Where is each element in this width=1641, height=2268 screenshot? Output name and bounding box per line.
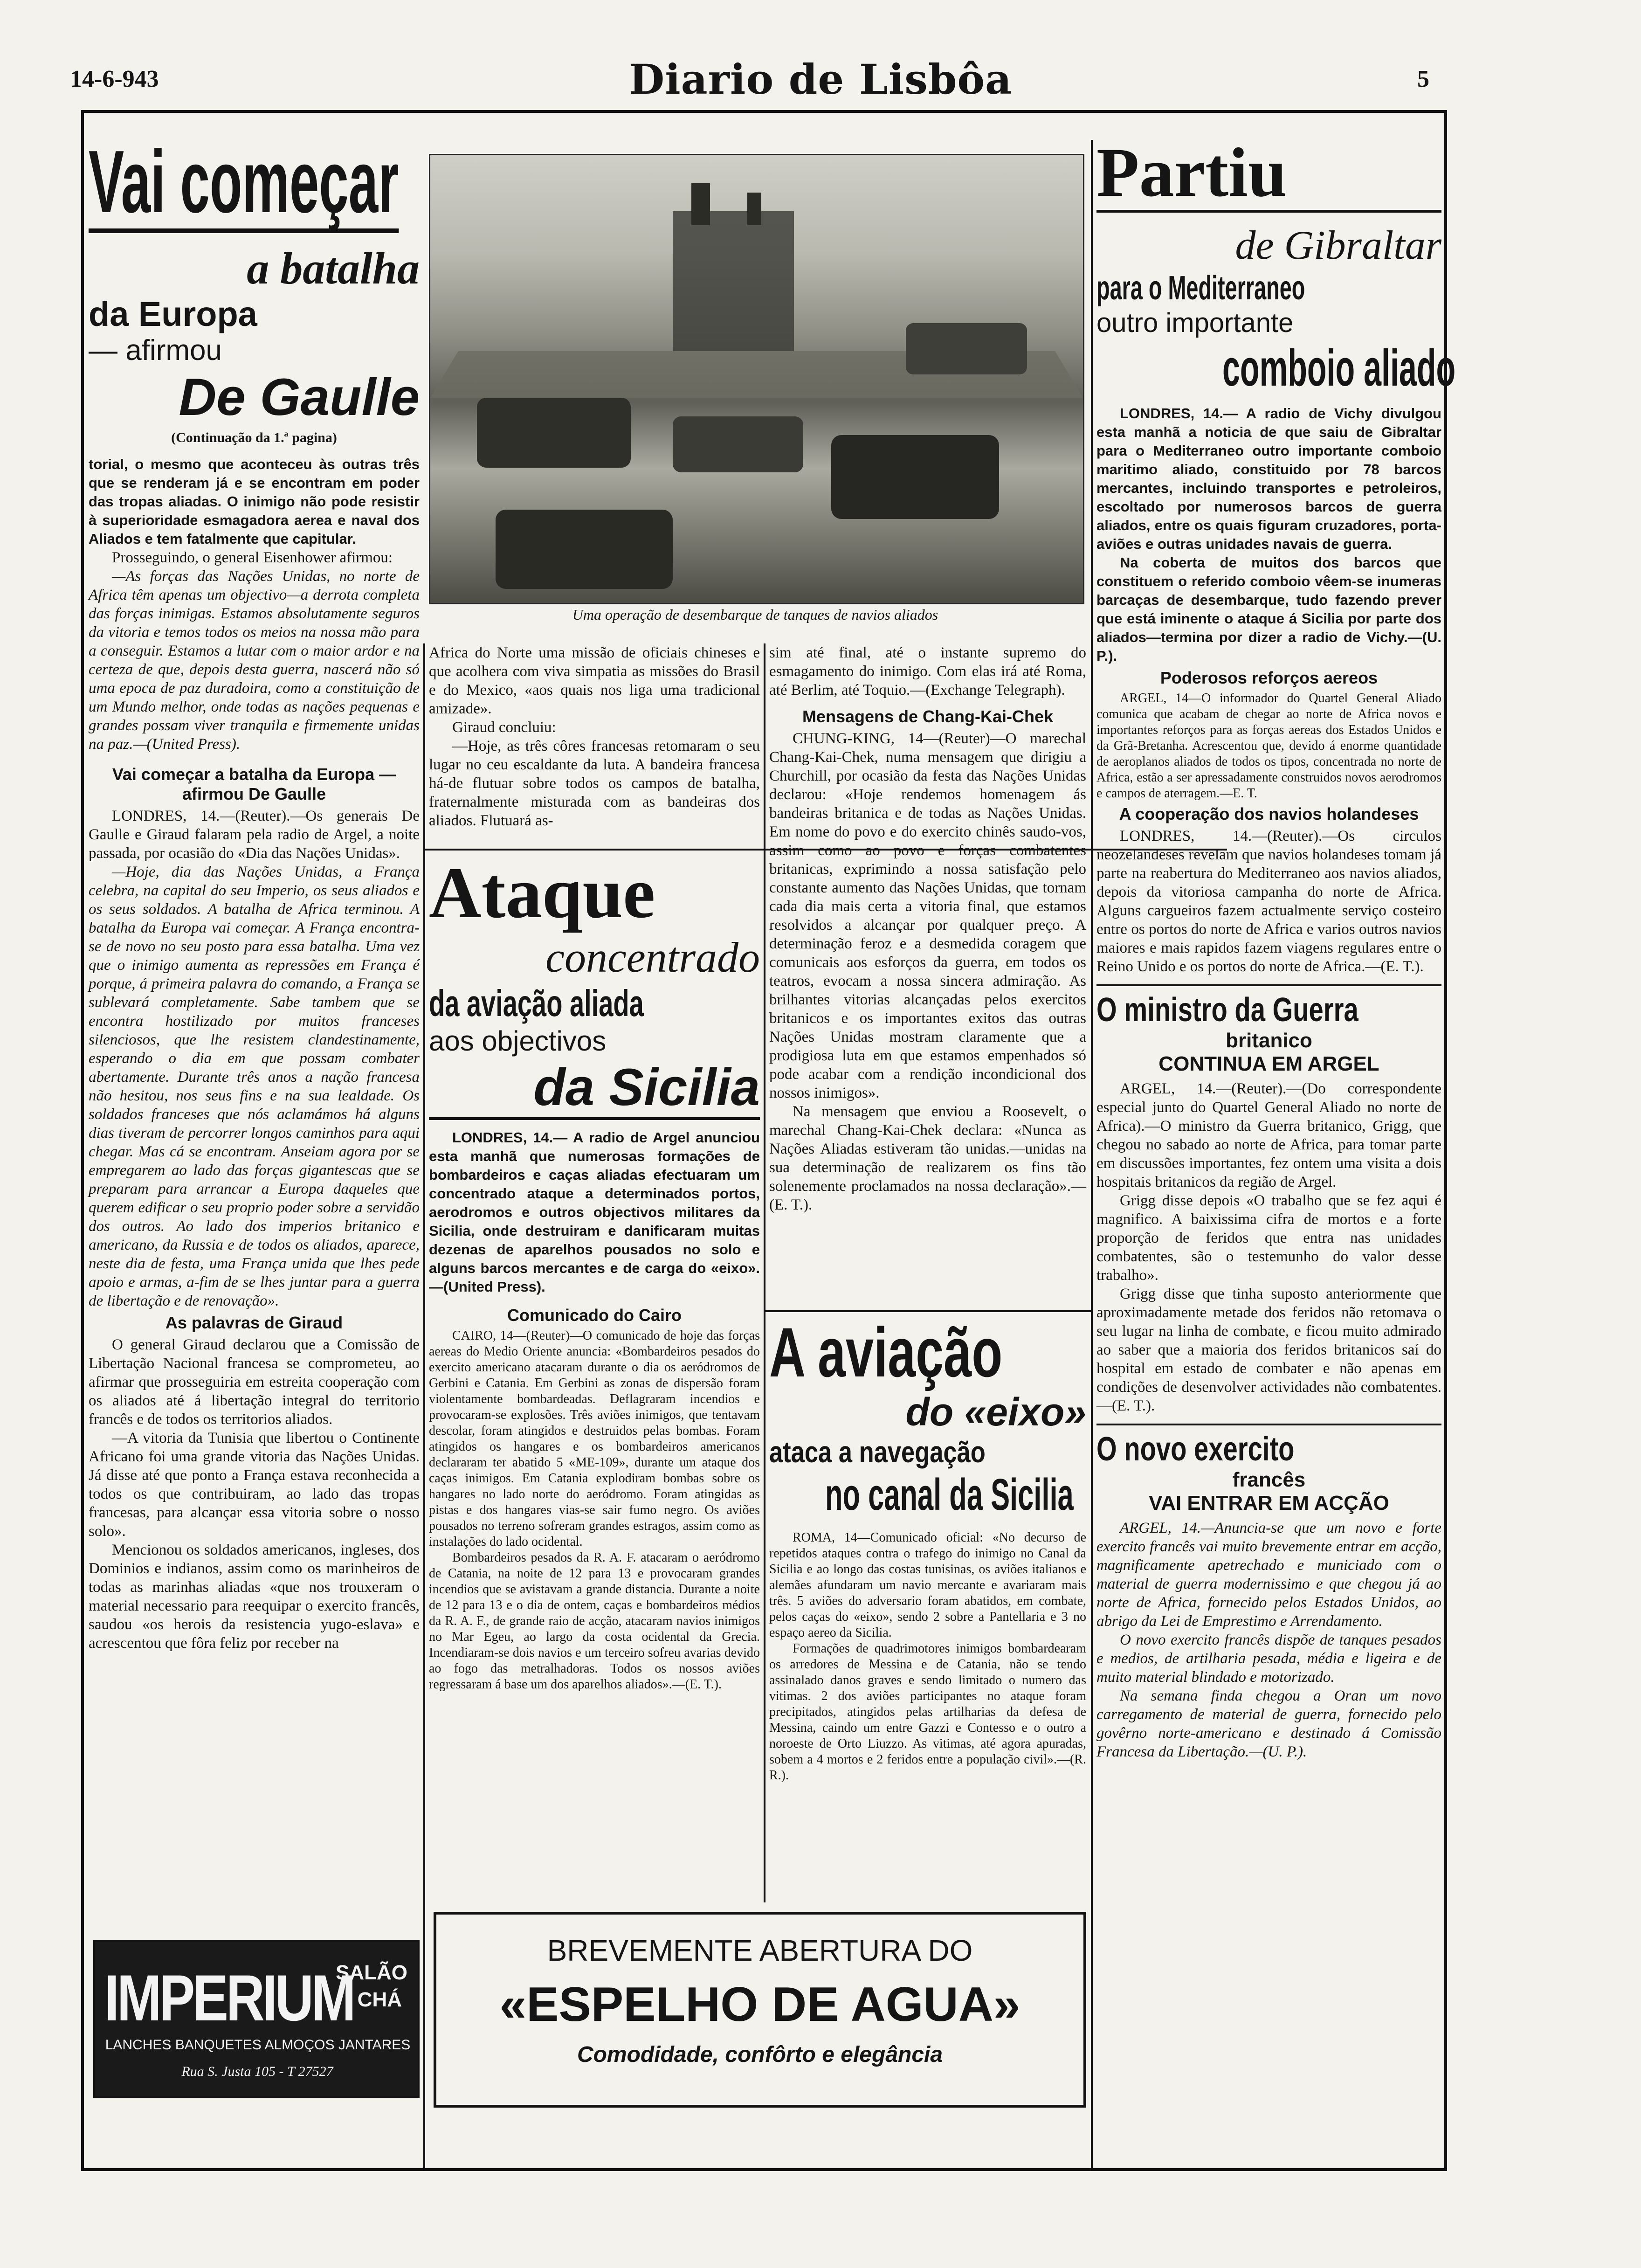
headline-outro-importante: outro importante <box>1096 308 1294 338</box>
subheading: Vai começar a batalha da Europa —afirmou De Gaulle <box>112 765 396 803</box>
ad-imperium <box>93 1940 420 2098</box>
column-rule <box>764 643 765 1902</box>
headline-vai-entrar-accao: VAI ENTRAR EM ACÇÃO <box>1149 1492 1389 1514</box>
article-de-gaulle <box>89 132 420 1653</box>
paragraph: ARGEL, 14.—(Reuter).—(Do correspondente especial junto do Quartel General Aliado no norte de Africa).—O ministro da Guerra britanico, Grigg, que chegou no sabado ao norte de Africa, para tomar parte em discussões importantes, fez ontem uma visita a dois hospitais britanicos da região de Argel. <box>1096 1080 1441 1190</box>
paragraph: ARGEL, 14—O informador do Quartel General Aliado comunica que acabam de chegar ao norte de Africa novos e importantes reforços para as forças aereas dos Estados Unidos e da Grã-Bretanha. Acrescentou que, devido á enorme quantidade de aeroplanos aliados de todos os tipos, concentrada no norte de Africa, estão a ser apressadamente construidos novos aerodromos e campos de aterragem.—E. T. <box>1096 691 1441 801</box>
headline-britanico: britanico <box>1226 1029 1312 1052</box>
section-rule <box>1096 984 1441 986</box>
paragraph: LONDRES, 14.— A radio de Argel anunciou esta manhã que numerosas formações de bombardeiros e caças aliadas efectuaram um concentrado ataque a determinados portos, aerodromos e outros objectivos militares da Sicilia, onde destruiram e danificaram muitas dezenas de aparelhos pousados no solo e alguns barcos mercantes e de carga do «eixo».—(United Press). <box>429 1129 760 1295</box>
article-giraud-continued <box>429 643 760 830</box>
page-number: 5 <box>1417 66 1429 92</box>
paragraph: Grigg disse que tinha suposto anteriormente que aproximadamente metade dos feridos não retomava o seu lugar na linha de combate, e ficou muito admirado ao saber que a maioria dos feridos britanicos saí do hospital em estado de combater e não apenas em condições de desenvolver actividades não combatentes.—(E. T.). <box>1096 1286 1441 1414</box>
headline-de-gibraltar: de Gibraltar <box>1235 223 1441 268</box>
paragraph: O novo exercito francês dispõe de tanques pesados e medios, de artilharia pesada, média e ligeira e de muito material blindado e motorizado. <box>1096 1632 1441 1686</box>
paragraph: Formações de quadrimotores inimigos bombardearam os arredores de Messina e de Catania, não se tendo assinalado danos graves e sendo limitado o numero das vitimas. 2 dos aviões participantes no ataque foram precipitados, atingidos pelas artilharias da defesa de Messina, caindo um entre Gazzi e Contesso e o outro a noroeste de Orto Liuzzo. As vitimas, até agora apuradas, sobem a 4 mortos e 2 feridos entre a população civil».—(R. R.). <box>769 1641 1086 1783</box>
headline-aviacao-aliada: da aviação aliada <box>429 982 644 1024</box>
paragraph: sim até final, até o instante supremo do esmagamento do inimigo. Com elas irá até Roma, até Berlim, até Toquio.—(Exchange Telegraph). <box>769 644 1086 698</box>
photo-illustration <box>430 155 1083 603</box>
headline-da-europa: da Europa <box>89 295 257 333</box>
headline-novo-exercito: O novo exercito <box>1096 1431 1295 1468</box>
ad-espelho-slogan: Comodidade, confôrto e elegância <box>577 2042 943 2067</box>
paragraph: —Hoje, dia das Nações Unidas, a França celebra, na capital do seu Imperio, os seus aliados e os seus soldados. A batalha de Africa terminou. A batalha da Europa vai começar. A França encontra-se de novo no seu posto para essa batalha. Uma vez que o inimigo aumenta as repressões em França é porque, á primeira palavra do comando, a França se sublevará completamente. Sabe tambem que se encontra hostilizado por muitos franceses silenciosos, que lhe resistem clandestinamente, esperando o dia em que possam combater abertamente. Durante três anos a nação francesa não hesitou, nos seus fins e na sua lealdade. Os soldados franceses que nós aclamámos há alguns dias tiveram de percorrer longos caminhos para aqui chegar. Mas cá se encontram. Anseiam agora por se empregarem ao lado das forças gigantescas que se preparam para arrancar a Europa daqueles que querem edificar o seu proprio poder sobre a servidão dos outros. Ao lado dos imperios britanico e americano, da Russia e de todos os aliados, aparece, neste dia de festa, uma França unida que lhes pede apoio e armas, a-fim de se lhes juntar para a guerra de libertação e de renovação». <box>89 864 420 1309</box>
paragraph: LONDRES, 14.—(Reuter).—Os circulos neozelandeses revelam que navios holandeses tomam já parte na reabertura do Mediterraneo aos navios aliados, depois da vitoriosa campanha do norte de Africa. Alguns cargueiros fazem actualmente serviço costeiro entre os portos do norte de Africa e varios outros navios maiores e mais rapidos fazem viagens regulares entre o Reino Unido e os portos do norte de Africa.—(E. T.). <box>1096 828 1441 975</box>
article-aviacao-eixo <box>769 1315 1086 1784</box>
paragraph: O general Giraud declarou que a Comissão de Libertação Nacional francesa se comprometeu, ao afirmar que prosseguiria em estreita cooperação com os aliados até á libertação integral do territorio francês e de todos os territorios aliados. <box>89 1336 420 1428</box>
paragraph: Giraud concluiu: <box>452 719 556 736</box>
paragraph: Na coberta de muitos dos barcos que constituem o referido comboio vêem-se inumeras barcaças de desembarque, tudo fazendo prever que está iminente o ataque á Sicilia por parte dos aliados—termina por dizer a radio de Vichy.—(U. P.). <box>1096 554 1441 664</box>
headline-concentrado: concentrado <box>545 933 760 981</box>
article-ataque <box>429 853 760 1693</box>
ad-imperium-services: LANCHES BANQUETES ALMOÇOS JANTARES <box>105 2037 411 2053</box>
paragraph: Na mensagem que enviou a Roosevelt, o marechal Chang-Kai-Chek declara: «Nunca as Nações Aliadas estiveram tão unidas.—unidas na sua determinação de realizarem os fins tão solenemente proclamados na nossa declaração».—(E. T.). <box>769 1103 1086 1213</box>
subheading: A cooperação dos navios holandeses <box>1119 804 1419 823</box>
subheading: Mensagens de Chang-Kai-Chek <box>802 707 1054 726</box>
paragraph: Prosseguindo, o general Eisenhower afirmou: <box>112 549 393 566</box>
photo-caption: Uma operação de desembarque de tanques de navios aliados <box>572 606 938 623</box>
ad-imperium-salao: SALÃO <box>336 1961 407 1984</box>
paragraph: —Hoje, as três côres francesas retomaram o seu lugar no ceu escaldante da luta. A bandeira francesa há-de flutuar sobre todos os campos de batalha, fraternalmente misturada com as bandeiras dos aliados. Flutuará as- <box>429 738 760 829</box>
headline-continua-argel: CONTINUA EM ARGEL <box>1158 1052 1379 1075</box>
paragraph: ARGEL, 14.—Anuncia-se que um novo e forte exercito francês vai muito brevemente entrar em acção, magnificamente apetrechado e municiado com o material de guerra modernissimo e que chegou já ao norte de Africa, fornecido pelos Estados Unidos, ao abrigo da Lei de Emprestimo e Arrendamento. <box>1096 1520 1441 1630</box>
article-chang-kai-chek <box>769 643 1086 1214</box>
headline-a-batalha: a batalha <box>247 243 420 293</box>
headline-partiu: Partiu <box>1096 135 1441 213</box>
paragraph: torial, o mesmo que aconteceu às outras três que se renderam já e se encontram em poder das tropas aliadas. O inimigo não pode resistir à superioridade esmagadora aerea e naval dos Aliados e tem fatalmente que capitular. <box>89 456 420 547</box>
ad-imperium-name: IMPERIUM <box>104 1961 354 2034</box>
headline-afirmou: — afirmou <box>89 334 222 366</box>
article-comboio-aliado <box>1096 134 1456 1761</box>
headline-da-sicilia: da Sicilia <box>429 1057 760 1120</box>
ad-espelho-line1: BREVEMENTE ABERTURA DO <box>547 1934 973 1967</box>
paragraph: ROMA, 14—Comunicado oficial: «No decurso de repetidos ataques contra o trafego do inimigo no Canal da Sicilia e ao longo das costas tunisinas, os aviões italianos e alemães afundaram um navio mercante e avariaram mais três. 5 aviões do adversario foram abatidos, em combate, pelos caças do «eixo», sendo 2 sobre a Pantellaria e 3 no espaço aereo da Sicilia. <box>769 1530 1086 1640</box>
headline-do-eixo: do «eixo» <box>905 1390 1086 1434</box>
paragraph: Bombardeiros pesados da R. A. F. atacaram o aeródromo de Catania, na noite de 12 para 13 e provocaram grandes incendios que se avistavam a grande distancia. Durante a noite de 12 para 13 e o dia de ontem, caças e bombardeiros médios da R. A. F., de grande raio de acção, atacaram navios inimigos no Mar Egeu, ao largo da costa ocidental da Grecia. Incendiaram-se dois navios e um terceiro sofreu avarias devido ao fogo das metralhadoras. Todos os nossos aviões regressaram á base um dos aparelhos aliados».—(E. T.). <box>429 1550 760 1692</box>
subheading: As palavras de Giraud <box>165 1313 343 1332</box>
ad-espelho-title: «ESPELHO DE AGUA» <box>499 1978 1020 2032</box>
headline-comboio-aliado: comboio aliado <box>1222 339 1456 397</box>
headline-frances: francês <box>1232 1468 1306 1491</box>
masthead: Diario de Lisbôa <box>628 55 1013 104</box>
paragraph: CAIRO, 14—(Reuter)—O comunicado de hoje das forças aereas do Medio Oriente anuncia: «Bombardeiros pesados do exercito americano atacaram durante o dia os aeródromos de Gerbini e Catania. Em Gerbini as zonas de dispersão foram violentamente bombardeadas. Deflagraram incendios e provocaram-se explosões. Três aviões inimigos, que tentavam descolar, foram atingidos e destruidos pelas bombas. Foram atingidos os hangares e os bombardeiros americanos declararam ter abatido 5 «ME-109», durante um ataque dos caças inimigos. Em Catania explodiram bombas sobre os hangares no lado norte do aeródromo. Foram atingidas as pistas e dos hangares vias-se sair fumo negro. Os aviões pousados no terreno sofreram grandes estragos, assim como as instalações do lado ocidental. <box>429 1328 760 1549</box>
paragraph: Africa do Norte uma missão de oficiais chineses e que acolhera com viva simpatia as missões do Brasil e do Mexico, «aos quais nos liga uma tradicional amizade». <box>429 644 760 717</box>
headline-para-mediterraneo: para o Mediterraneo <box>1096 270 1305 307</box>
headline-ministro-guerra: O ministro da Guerra <box>1096 991 1358 1029</box>
paragraph: CHUNG-KING, 14—(Reuter)—O marechal Chang-Kai-Chek, numa mensagem que dirigiu a Churchill, por ocasião da festa das Nações Unidas declarou: «Hoje rendemos homenagem ás bandeiras britanica e de todas as Nações Unidas. Em nome do povo e do exercito chinês saudo-vos, assim como ao povo e forças combatentes britanicas, exprimindo a nossa satisfação pelo constante aumento das Nações Unidas, que tornam cada dia mais certa a vitoria final, que estamos resolvidos a alcançar por qualquer preço. A determinação feroz e a desmedida coragem que comunicais aos esforços da guerra, em todos os teatros, evocam a nossa sincera admiração. As brilhantes vitorias alcançadas pelos exercitos britanicos e os importantes exitos das outras Nações Unidas mostram claramente que a prodigiosa luta em que estamos empenhados só pode acabar com a rendição incondicional dos nossos inimigos». <box>769 730 1086 1101</box>
ad-espelho-de-agua <box>434 1912 1086 2108</box>
paragraph: LONDRES, 14.—(Reuter).—Os generais De Gaulle e Giraud falaram pela radio de Argel, a noite passada, por ocasião do «Dia das Nações Unidas». <box>89 808 420 862</box>
headline-vai-comecar: Vai começar <box>89 135 399 233</box>
photo-landing-operation <box>429 154 1084 604</box>
headline-ataque: Ataque <box>429 852 655 933</box>
column-rule <box>423 643 425 2168</box>
section-rule <box>765 1310 1092 1312</box>
ad-imperium-address: Rua S. Justa 105 - T 27527 <box>181 2064 333 2079</box>
column-rule <box>1091 140 1093 2168</box>
paragraph: —A vitoria da Tunisia que libertou o Continente Africano foi uma grande vitoria das Nações Unidas. Já disse até que ponto a França estava reconhecida a todos os que contribuiram, ao lado das tropas francesas, para alcançar essa vitoria sobre o nosso solo». <box>89 1430 420 1540</box>
issue-date: 14-6-943 <box>70 66 159 92</box>
headline-canal-sicilia: no canal da Sicilia <box>825 1470 1074 1520</box>
paragraph: LONDRES, 14.— A radio de Vichy divulgou esta manhã a noticia de que saiu de Gibraltar para o Mediterraneo outro importante comboio maritimo aliado, constituido por 78 barcos mercantes, incluindo transportes e petroleiros, escoltado por numerosos barcos de guerra aliados, entre os quais figuram cruzadores, porta-aviões e outras unidades navais de guerra. <box>1096 405 1441 552</box>
headline-ataca-navegacao: ataca a navegação <box>769 1435 986 1469</box>
paragraph: Mencionou os soldados americanos, ingleses, dos Dominios e indianos, assim como os marinheiros de todas as marinhas aliadas «que nos trouxeram o material necessario para reequipar o exercito francês, saudou «os herois da resistencia yugo-eslava» e acrescentou que fôra feliz por receber na <box>89 1542 420 1652</box>
headline-a-aviacao: A aviação <box>769 1313 1003 1391</box>
paragraph: Grigg disse depois «O trabalho que se fez aqui é magnifico. A baixissima cifra de mortos e a forte proporção de feridos que entra nas unidades combatentes, são o testemunho do valor desse trabalho». <box>1096 1192 1441 1284</box>
paragraph: Na semana finda chegou a Oran um novo carregamento de material de guerra, fornecido pelo govêrno norte-americano e destinado á Comissão Francesa da Libertação.—(U. P.). <box>1096 1687 1441 1760</box>
subheading: Comunicado do Cairo <box>507 1306 682 1325</box>
subheading: Poderosos reforços aereos <box>1160 668 1378 687</box>
ad-imperium-cha: CHÁ <box>357 1988 402 2011</box>
continuation-note: (Continuação da 1.ª pagina) <box>171 430 337 445</box>
headline-de-gaulle: De Gaulle <box>179 368 420 426</box>
headline-aos-objectivos: aos objectivos <box>429 1025 607 1057</box>
section-rule <box>1096 1424 1441 1425</box>
paragraph: —As forças das Nações Unidas, no norte de Africa têm apenas um objectivo—a derrota completa das forças inimigas. Estamos absolutamente seguros da vitoria e temos todos os meios na nossa mão para a conseguir. Estamos a lutar com o maior ardor e na certeza de que, depois desta guerra, nascerá não só uma epoca de paz duradoira, como a constituição de um Mundo melhor, onde todas as nações pequenas e grandes possam viver tranquila e firmemente unidas na paz.—(United Press). <box>89 568 420 753</box>
